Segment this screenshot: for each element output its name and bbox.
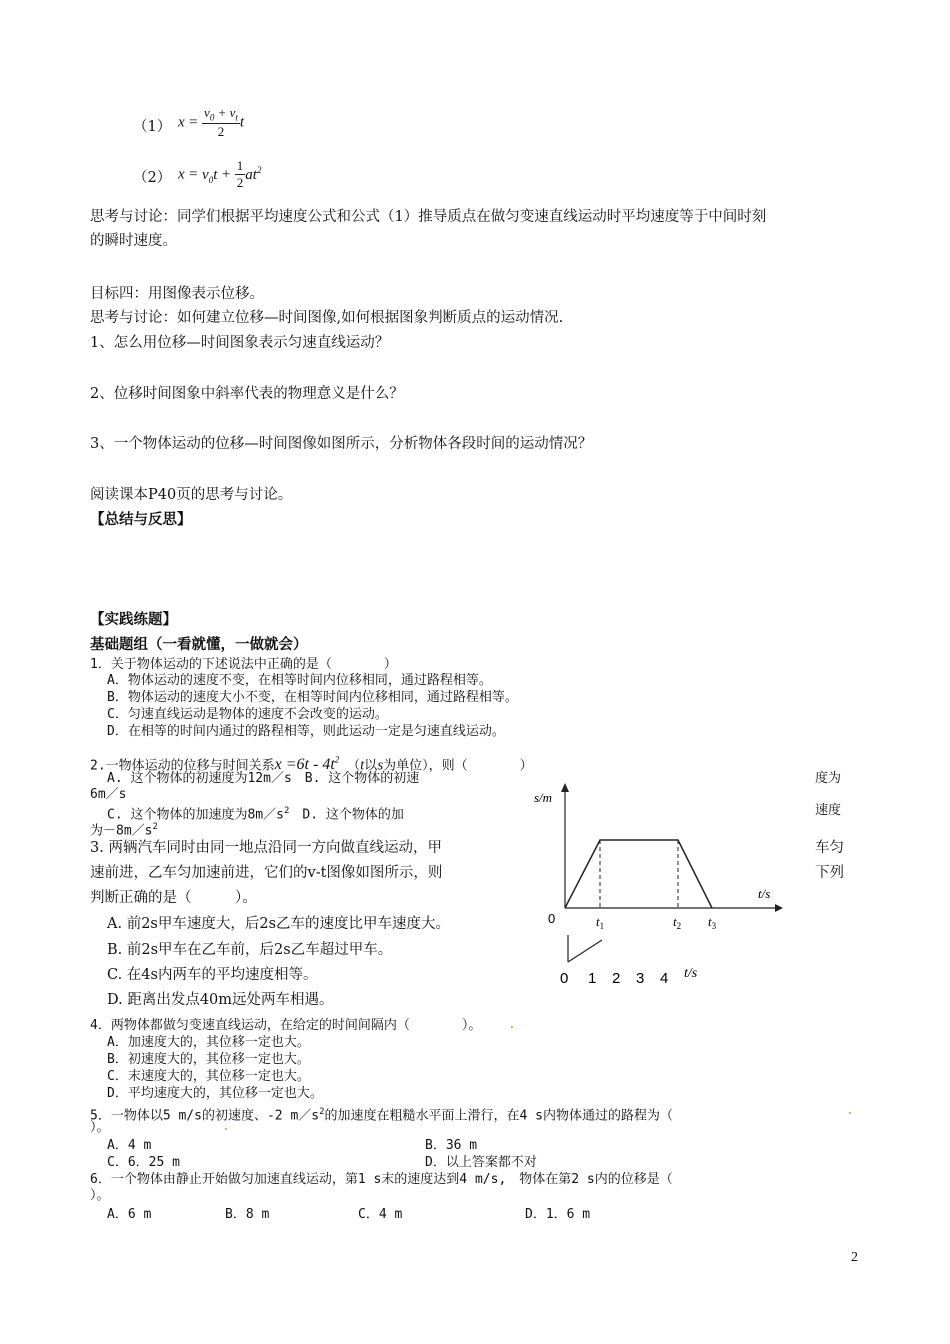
- formula-2-label: （2）: [133, 170, 172, 186]
- q2-stem-part-c: 以: [364, 758, 378, 774]
- velocity-time-graph-fragment: [552, 932, 712, 992]
- st-t2-label: $t_2$: [673, 914, 682, 930]
- q4-option-d: D．平均速度大的，其位移一定也大。: [107, 1086, 323, 1101]
- q2-stem-part-a: 2.一物体运动的位移与时间关系: [90, 758, 275, 774]
- question-2: 2、位移时间图象中斜率代表的物理意义是什么？: [90, 386, 404, 402]
- q6-option-d: D．1．6 m: [525, 1207, 591, 1222]
- formula-1-label: （1）: [133, 119, 172, 135]
- formula-2: $x = v_0t$ + $\frac{1}{2}$ $at^2$: [178, 158, 262, 190]
- q3-line-2-tail: 下列: [815, 865, 844, 881]
- st-t1-label: $t_1$: [596, 914, 605, 930]
- goal-four: 目标四：用图像表示位移。: [90, 286, 264, 302]
- q5-option-d: D．以上答案都不对: [425, 1155, 537, 1170]
- st-x-arrow: [775, 904, 783, 912]
- st-curve: [565, 840, 712, 908]
- scan-dot-2: .: [848, 1104, 852, 1117]
- q5-option-c: C．6．25 m: [107, 1155, 180, 1170]
- q2-option-b-tail: 度为: [815, 771, 842, 786]
- basic-group-heading: 基础题组（一看就懂，一做就会）: [90, 637, 308, 653]
- practice-heading: 【实践练题】: [90, 612, 177, 628]
- formula-1: x = $\frac{v_0 + v_t}{2}$ t: [178, 105, 245, 139]
- q4-option-b: B．初速度大的，其位移一定也大。: [107, 1052, 310, 1067]
- vt-x-label: t/s: [684, 966, 698, 981]
- q5-stem-wrap: ）。: [90, 1120, 110, 1135]
- q2-stem-part-b: （: [347, 758, 361, 774]
- displacement-time-graph: [530, 780, 790, 930]
- st-y-label: s/m: [534, 790, 553, 805]
- q3-option-b: B. 前2s甲车在乙车前，后2s乙车超过甲车。: [107, 942, 393, 958]
- summary-heading: 【总结与反思】: [90, 512, 192, 528]
- q6-stem-wrap: ）。: [90, 1188, 110, 1203]
- discussion-1-line-2: 的瞬时速度。: [90, 233, 177, 249]
- q2-stem: 2.一物体运动的位移与时间关系$x =6t - 4t^2$ （t以s为单位），则（ ）: [90, 755, 533, 774]
- q1-option-a: A．物体运动的速度不变，在相等时间内位移相同，通过路程相等。: [107, 673, 492, 688]
- q2-option-d-wrap-text: 为－8m／s: [90, 823, 153, 839]
- q2-equation: $x =6t - 4t^2$: [274, 755, 340, 774]
- scan-dot-1: .: [510, 1018, 514, 1031]
- q1-stem: 1．关于物体运动的下述说法中正确的是（ ）: [90, 657, 397, 672]
- q2-option-d-wrap-sup: 2: [152, 822, 158, 832]
- q6-option-b: B．8 m: [225, 1207, 270, 1222]
- page-number: 2: [851, 1250, 858, 1265]
- q3-option-a: A. 前2s甲车速度大，后2s乙车的速度比甲车速度大。: [107, 916, 451, 932]
- reading-note: 阅读课本P40页的思考与讨论。: [90, 487, 293, 503]
- scan-dot-3: .: [224, 1120, 228, 1133]
- vt-tick-3: 3: [636, 970, 645, 987]
- q2-option-b-wrap: 6m／s: [90, 787, 127, 802]
- q5-stem-text: 5．一物体以5 m/s的初速度、-2 m／s: [90, 1108, 320, 1124]
- q4-stem: 4．两物体都做匀变速直线运动，在给定的时间间隔内（ ）。: [90, 1018, 482, 1033]
- q6-stem: 6．一个物体由静止开始做匀加速直线运动，第1 s末的速度达到4 m/s, 物体在第2 s内的位移是（: [90, 1172, 673, 1187]
- q3-line-2: 速前进，乙车匀加速前进，它们的v-t图像如图所示，则: [90, 865, 443, 881]
- q2-option-c: C. 这个物体的加速度为8m／s: [107, 807, 284, 823]
- q5-stem-text-b: 的加速度在粗糙水平面上滑行，在4 s内物体通过的路程为（: [324, 1108, 673, 1124]
- q2-option-c-sup: 2: [283, 806, 290, 816]
- vt-tick-0: 0: [560, 970, 569, 987]
- question-3: 3、一个物体运动的位移—时间图像如图所示，分析物体各段时间的运动情况？: [90, 436, 593, 452]
- q3-line-1: 3. 两辆汽车同时由同一地点沿同一方向做直线运动，甲: [90, 840, 442, 856]
- q5-stem: [90, 1104, 673, 1124]
- st-origin: 0: [548, 911, 556, 926]
- st-x-label: t/s: [758, 886, 771, 901]
- q1-option-d: D．在相等的时间内通过的路程相等，则此运动一定是匀速直线运动。: [107, 724, 505, 739]
- vt-tick-1: 1: [588, 970, 597, 987]
- q5-option-a: A．4 m: [107, 1138, 152, 1153]
- q3-option-c: C. 在4s内两车的平均速度相等。: [107, 967, 318, 983]
- q2-option-d-tail: 速度: [815, 803, 842, 818]
- q2-option-d-wrap: [90, 819, 158, 839]
- q4-option-c: C．末速度大的，其位移一定也大。: [107, 1069, 310, 1084]
- vt-ticks: [560, 970, 668, 987]
- vt-line: [568, 940, 602, 962]
- q3-option-d: D. 距离出发点40m远处两车相遇。: [107, 992, 334, 1008]
- st-t3-label: $t_3$: [708, 914, 717, 930]
- discussion-1-line-1: 思考与讨论：同学们根据平均速度公式和公式（1）推导质点在做匀变速直线运动时平均速度等于中间时刻: [90, 209, 767, 225]
- discussion-2: 思考与讨论：如何建立位移—时间图像,如何根据图象判断质点的运动情况.: [90, 310, 564, 326]
- q3-line-3: 判断正确的是（ ）。: [90, 890, 257, 906]
- q2-option-a-b: A. 这个物体的初速度为12m／s B. 这个物体的初速: [107, 771, 420, 786]
- q6-option-c: C．4 m: [358, 1207, 403, 1222]
- question-1: 1、怎么用位移—时间图象表示匀速直线运动？: [90, 335, 390, 351]
- q5-option-b: B．36 m: [425, 1138, 478, 1153]
- vt-tick-4: 4: [660, 970, 669, 987]
- q3-line-1-tail: 车匀: [815, 840, 844, 856]
- q2-stem-part-d: 为单位），则（ ）: [383, 758, 533, 774]
- q1-option-b: B．物体运动的速度大小不变，在相等时间内位移相同，通过路程相等。: [107, 690, 518, 705]
- vt-tick-2: 2: [612, 970, 621, 987]
- q5-stem-sup: 2: [319, 1107, 325, 1117]
- q4-option-a: A．加速度大的，其位移一定也大。: [107, 1035, 310, 1050]
- q2-option-d: D. 这个物体的加: [289, 807, 404, 823]
- st-y-arrow: [561, 783, 569, 792]
- q1-option-c: C．匀速直线运动是物体的速度不会改变的运动。: [107, 707, 388, 722]
- q6-option-a: A．6 m: [107, 1207, 152, 1222]
